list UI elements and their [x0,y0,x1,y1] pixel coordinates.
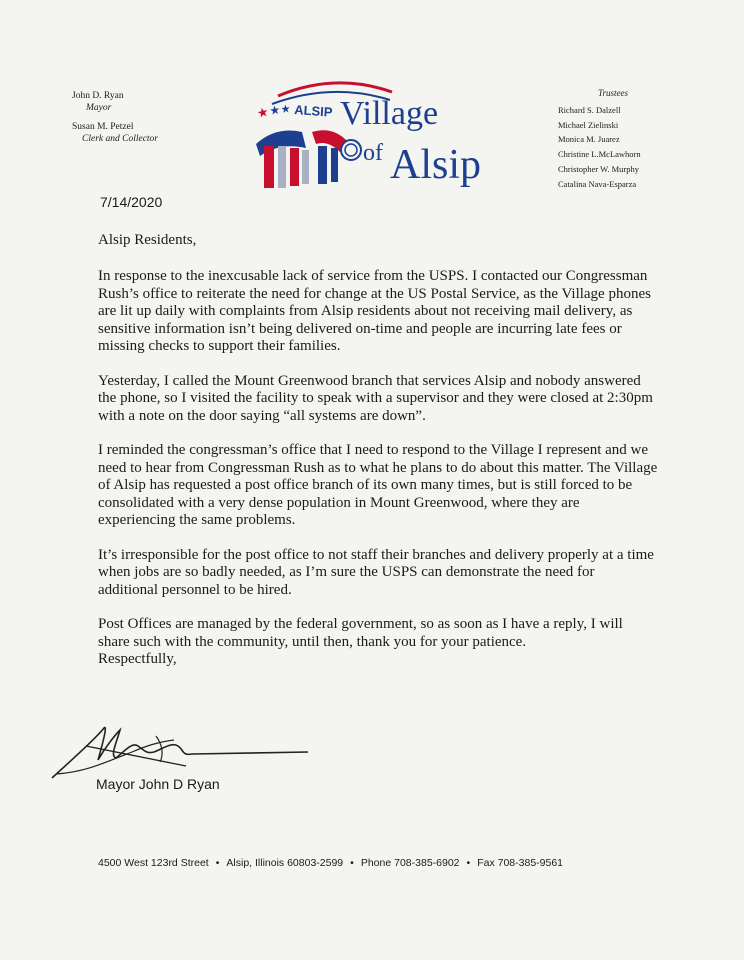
footer-fax: Fax 708-385-9561 [477,857,564,869]
village-logo [250,74,500,194]
paragraph: I reminded the congressman’s office that I need to respond to the Village I represent and we need to hear from Congressman Rush as to what he plans to do about this matter. The Village of Alsip has requested a post office branch of its own many times, but is still forced to be consolidated with a very dense population in Mount Greenwood, where they are experiencing the same problems. [98,442,658,528]
footer-separator: • [466,857,471,869]
trustees-heading: Trustees [597,88,628,98]
logo-word-village: Village [340,95,439,132]
svg-text:★: ★ [255,103,271,121]
signer-name: Mayor John D Ryan [96,776,220,792]
footer-city: Alsip, Illinois 60803-2599 [226,857,344,869]
logo-badge-text: ALSIP [293,102,334,120]
paragraph: Post Offices are managed by the federal government, so as soon as I have a reply, I will share such with the community, until then, thank you for your patience. [98,616,623,650]
trustee-name: Christopher W. Murphy [558,163,639,174]
letter-body [98,268,658,669]
logo-word-alsip: Alsip [390,142,482,188]
paragraph: It’s irresponsible for the post office to not staff their branches and delivery properly at a time when jobs are so badly needed, as I’m sure the USPS can demonstrate the need for additional personnel to be hired. [98,546,654,598]
footer-separator: • [350,857,354,869]
footer-street: 4500 West 123rd Street [98,857,209,869]
svg-text:★: ★ [280,103,292,116]
paragraph: In response to the inexcusable lack of service from the USPS. I contacted our Congressman Rush’s office to reiterate the need for change at the US Postal Service, as the Village phones are lit up daily with complaints from Alsip residents about not receiving mail delivery, as sensitive information isn’t being delivered on-time and people are incurring late fees or missing checks to support their families. [98,268,651,354]
trustee-name: Christine L.McLawhorn [558,149,641,160]
trustee-name: Michael Zielinski [558,119,619,130]
footer-separator: • [215,857,220,869]
salutation: Alsip Residents, [98,232,197,248]
paragraph: Yesterday, I called the Mount Greenwood branch that services Alsip and nobody answered the phone, so I visited the facility to speak with a supervisor and they were closed at 2:30pm with a note on the door saying “all systems are down”. [98,372,653,424]
trustee-name: Catalina Nava-Esparza [558,178,637,189]
logo-word-of: of [363,140,383,166]
officials-block [72,90,158,145]
svg-text:★: ★ [268,102,282,118]
mayor-name: John D. Ryan [72,91,124,101]
trustee-name: Richard S. Dalzell [558,104,621,115]
clerk-name: Susan M. Petzel [72,122,134,132]
footer-address [98,857,563,869]
mayor-title: Mayor [86,103,112,113]
letter-date: 7/14/2020 [100,194,163,210]
clerk-title: Clerk and Collector [82,134,158,144]
closing: Respectfully, [98,651,177,667]
footer-phone: Phone 708-385-6902 [360,857,460,869]
trustees-block [558,86,668,192]
trustee-name: Monica M. Juarez [558,134,620,145]
